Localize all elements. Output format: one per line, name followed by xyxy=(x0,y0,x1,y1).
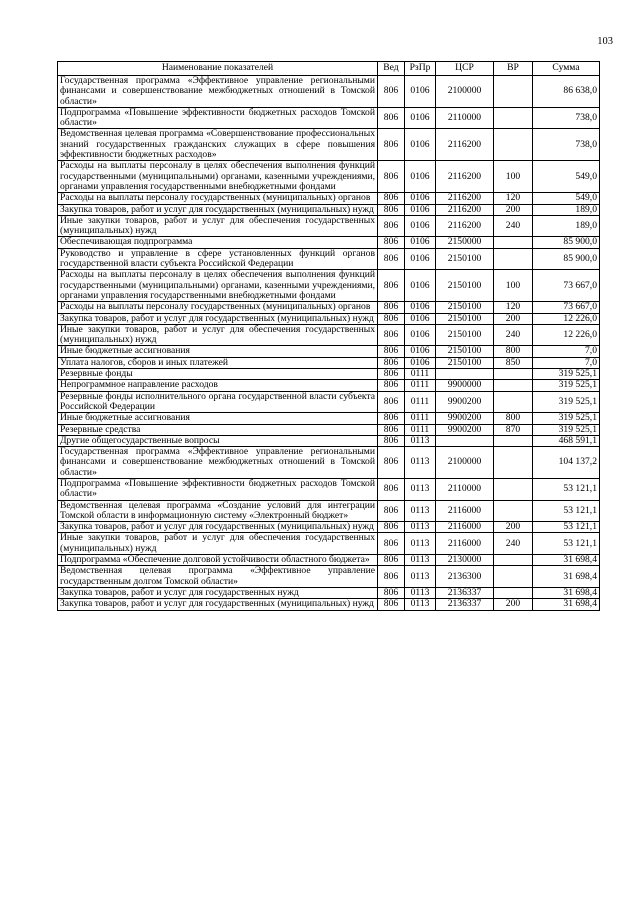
cell-vr: 100 xyxy=(494,270,533,302)
cell-name: Закупка товаров, работ и услуг для государственных (муниципальных) нужд xyxy=(58,204,378,215)
header-vr: ВР xyxy=(494,62,533,76)
cell-sum: 7,0 xyxy=(533,357,600,368)
cell-ved: 806 xyxy=(378,313,405,324)
cell-vr xyxy=(494,447,533,479)
cell-sum: 53 121,1 xyxy=(533,478,600,500)
cell-name: Резервные фонды xyxy=(58,369,378,380)
cell-csr: 2110000 xyxy=(436,478,494,500)
cell-csr: 2116000 xyxy=(436,522,494,533)
cell-name: Закупка товаров, работ и услуг для государственных (муниципальных) нужд xyxy=(58,522,378,533)
table-row xyxy=(58,413,600,424)
cell-name: Закупка товаров, работ и услуг для государственных (муниципальных) нужд xyxy=(58,599,378,610)
cell-ved: 806 xyxy=(378,248,405,270)
cell-name: Другие общегосударственные вопросы xyxy=(58,435,378,446)
cell-ved: 806 xyxy=(378,566,405,588)
cell-name: Иные бюджетные ассигнования xyxy=(58,346,378,357)
cell-rzpr: 0113 xyxy=(405,599,436,610)
cell-sum: 189,0 xyxy=(533,215,600,237)
cell-name: Подпрограмма «Обеспечение долговой устойчивости областного бюджета» xyxy=(58,555,378,566)
header-rzpr: РзПр xyxy=(405,62,436,76)
cell-vr xyxy=(494,129,533,161)
cell-ved: 806 xyxy=(378,215,405,237)
table-row xyxy=(58,161,600,193)
cell-rzpr: 0111 xyxy=(405,413,436,424)
cell-rzpr: 0106 xyxy=(405,357,436,368)
cell-csr: 9900200 xyxy=(436,424,494,435)
cell-vr: 240 xyxy=(494,215,533,237)
cell-vr: 240 xyxy=(494,324,533,346)
cell-ved: 806 xyxy=(378,324,405,346)
cell-ved: 806 xyxy=(378,447,405,479)
cell-rzpr: 0106 xyxy=(405,248,436,270)
cell-name: Ведомственная целевая программа «Эффективное управление государственным долгом Томской области» xyxy=(58,566,378,588)
cell-rzpr: 0106 xyxy=(405,346,436,357)
table-row xyxy=(58,555,600,566)
table-row xyxy=(58,522,600,533)
cell-csr: 2116200 xyxy=(436,129,494,161)
cell-ved: 806 xyxy=(378,587,405,598)
cell-sum: 73 667,0 xyxy=(533,302,600,313)
header-csr: ЦСР xyxy=(436,62,494,76)
cell-csr: 9900000 xyxy=(436,380,494,391)
cell-rzpr: 0113 xyxy=(405,587,436,598)
cell-vr: 800 xyxy=(494,413,533,424)
cell-name: Закупка товаров, работ и услуг для государственных нужд xyxy=(58,587,378,598)
cell-name: Руководство и управление в сфере установленных функций органов государственной власти субъекта Российской Федерации xyxy=(58,248,378,270)
cell-sum: 319 525,1 xyxy=(533,369,600,380)
cell-csr: 2136300 xyxy=(436,566,494,588)
cell-vr xyxy=(494,107,533,129)
cell-ved: 806 xyxy=(378,369,405,380)
cell-rzpr: 0113 xyxy=(405,555,436,566)
table-row xyxy=(58,129,600,161)
cell-csr: 2150100 xyxy=(436,270,494,302)
cell-name: Иные закупки товаров, работ и услуг для обеспечения государственных (муниципальных) нужд xyxy=(58,533,378,555)
cell-csr: 2100000 xyxy=(436,76,494,108)
cell-sum: 12 226,0 xyxy=(533,313,600,324)
cell-csr: 2116000 xyxy=(436,500,494,522)
cell-sum: 73 667,0 xyxy=(533,270,600,302)
table-row xyxy=(58,270,600,302)
cell-sum: 85 900,0 xyxy=(533,237,600,248)
cell-sum: 53 121,1 xyxy=(533,533,600,555)
cell-rzpr: 0106 xyxy=(405,107,436,129)
header-ved: Вед xyxy=(378,62,405,76)
cell-vr: 120 xyxy=(494,193,533,204)
cell-sum: 468 591,1 xyxy=(533,435,600,446)
cell-name: Расходы на выплаты персоналу государственных (муниципальных) органов xyxy=(58,193,378,204)
cell-rzpr: 0113 xyxy=(405,566,436,588)
cell-sum: 86 638,0 xyxy=(533,76,600,108)
table-row xyxy=(58,478,600,500)
table-row xyxy=(58,324,600,346)
table-body xyxy=(58,76,600,611)
cell-name: Закупка товаров, работ и услуг для государственных (муниципальных) нужд xyxy=(58,313,378,324)
cell-csr: 2116200 xyxy=(436,215,494,237)
cell-sum: 319 525,1 xyxy=(533,380,600,391)
cell-csr: 2100000 xyxy=(436,447,494,479)
cell-csr: 2150100 xyxy=(436,248,494,270)
cell-rzpr: 0111 xyxy=(405,380,436,391)
table-row xyxy=(58,435,600,446)
cell-ved: 806 xyxy=(378,478,405,500)
cell-sum: 85 900,0 xyxy=(533,248,600,270)
cell-csr: 2150100 xyxy=(436,324,494,346)
cell-name: Государственная программа «Эффективное управление региональными финансами и совершенствование межбюджетных отношений в Томской области» xyxy=(58,76,378,108)
cell-vr xyxy=(494,391,533,413)
cell-rzpr: 0106 xyxy=(405,270,436,302)
cell-ved: 806 xyxy=(378,107,405,129)
cell-csr: 9900200 xyxy=(436,391,494,413)
cell-ved: 806 xyxy=(378,391,405,413)
cell-csr: 2150100 xyxy=(436,302,494,313)
cell-vr xyxy=(494,248,533,270)
cell-name: Уплата налогов, сборов и иных платежей xyxy=(58,357,378,368)
cell-rzpr: 0113 xyxy=(405,447,436,479)
table-row xyxy=(58,193,600,204)
cell-rzpr: 0106 xyxy=(405,302,436,313)
cell-vr: 200 xyxy=(494,599,533,610)
table-row xyxy=(58,204,600,215)
cell-vr xyxy=(494,435,533,446)
cell-csr: 2150000 xyxy=(436,237,494,248)
cell-sum: 104 137,2 xyxy=(533,447,600,479)
table-row xyxy=(58,500,600,522)
cell-ved: 806 xyxy=(378,161,405,193)
cell-sum: 31 698,4 xyxy=(533,566,600,588)
table-row xyxy=(58,533,600,555)
budget-table xyxy=(57,61,600,611)
table-row xyxy=(58,107,600,129)
table-row xyxy=(58,599,600,610)
cell-ved: 806 xyxy=(378,270,405,302)
cell-csr: 2116200 xyxy=(436,161,494,193)
table-row xyxy=(58,447,600,479)
table-row xyxy=(58,587,600,598)
cell-ved: 806 xyxy=(378,380,405,391)
table-row xyxy=(58,346,600,357)
cell-rzpr: 0111 xyxy=(405,391,436,413)
table-row xyxy=(58,424,600,435)
cell-name: Иные бюджетные ассигнования xyxy=(58,413,378,424)
cell-csr: 2150100 xyxy=(436,346,494,357)
cell-vr xyxy=(494,500,533,522)
cell-ved: 806 xyxy=(378,522,405,533)
cell-vr: 200 xyxy=(494,522,533,533)
cell-name: Государственная программа «Эффективное управление региональными финансами и совершенствование межбюджетных отношений в Томской области» xyxy=(58,447,378,479)
cell-csr: 2116000 xyxy=(436,533,494,555)
cell-vr: 200 xyxy=(494,204,533,215)
cell-vr: 850 xyxy=(494,357,533,368)
table-row xyxy=(58,357,600,368)
table-row xyxy=(58,380,600,391)
cell-sum: 7,0 xyxy=(533,346,600,357)
cell-rzpr: 0106 xyxy=(405,193,436,204)
table-row xyxy=(58,313,600,324)
cell-rzpr: 0106 xyxy=(405,161,436,193)
cell-sum: 31 698,4 xyxy=(533,587,600,598)
table-row xyxy=(58,237,600,248)
cell-sum: 549,0 xyxy=(533,161,600,193)
cell-vr: 120 xyxy=(494,302,533,313)
cell-name: Подпрограмма «Повышение эффективности бюджетных расходов Томской области» xyxy=(58,478,378,500)
cell-ved: 806 xyxy=(378,533,405,555)
cell-ved: 806 xyxy=(378,76,405,108)
cell-rzpr: 0111 xyxy=(405,424,436,435)
cell-rzpr: 0106 xyxy=(405,215,436,237)
cell-name: Ведомственная целевая программа «Создание условий для интеграции Томской области в информационную систему «Электронный бюджет» xyxy=(58,500,378,522)
cell-rzpr: 0113 xyxy=(405,500,436,522)
cell-vr: 200 xyxy=(494,313,533,324)
cell-rzpr: 0106 xyxy=(405,129,436,161)
cell-sum: 319 525,1 xyxy=(533,391,600,413)
cell-rzpr: 0113 xyxy=(405,478,436,500)
cell-sum: 549,0 xyxy=(533,193,600,204)
cell-vr xyxy=(494,478,533,500)
table-row xyxy=(58,215,600,237)
table-row xyxy=(58,248,600,270)
cell-ved: 806 xyxy=(378,357,405,368)
cell-rzpr: 0113 xyxy=(405,533,436,555)
cell-name: Подпрограмма «Повышение эффективности бюджетных расходов Томской области» xyxy=(58,107,378,129)
cell-vr xyxy=(494,380,533,391)
cell-csr: 2116200 xyxy=(436,193,494,204)
cell-sum: 12 226,0 xyxy=(533,324,600,346)
cell-rzpr: 0106 xyxy=(405,313,436,324)
cell-csr: 9900200 xyxy=(436,413,494,424)
cell-sum: 189,0 xyxy=(533,204,600,215)
table-row xyxy=(58,302,600,313)
page-number: 103 xyxy=(597,36,613,47)
cell-name: Резервные средства xyxy=(58,424,378,435)
cell-ved: 806 xyxy=(378,413,405,424)
cell-name: Иные закупки товаров, работ и услуг для обеспечения государственных (муниципальных) нужд xyxy=(58,215,378,237)
table-row xyxy=(58,76,600,108)
cell-vr xyxy=(494,237,533,248)
cell-rzpr: 0113 xyxy=(405,435,436,446)
cell-name: Обеспечивающая подпрограмма xyxy=(58,237,378,248)
cell-csr: 2110000 xyxy=(436,107,494,129)
cell-csr: 2116200 xyxy=(436,204,494,215)
cell-ved: 806 xyxy=(378,193,405,204)
cell-sum: 53 121,1 xyxy=(533,522,600,533)
cell-csr xyxy=(436,369,494,380)
cell-ved: 806 xyxy=(378,435,405,446)
cell-vr: 800 xyxy=(494,346,533,357)
cell-vr xyxy=(494,555,533,566)
cell-sum: 31 698,4 xyxy=(533,555,600,566)
cell-csr: 2150100 xyxy=(436,357,494,368)
table-row xyxy=(58,391,600,413)
cell-sum: 319 525,1 xyxy=(533,424,600,435)
cell-vr xyxy=(494,566,533,588)
cell-vr xyxy=(494,587,533,598)
cell-sum: 31 698,4 xyxy=(533,599,600,610)
cell-csr: 2136337 xyxy=(436,587,494,598)
cell-ved: 806 xyxy=(378,424,405,435)
cell-sum: 738,0 xyxy=(533,129,600,161)
table-row xyxy=(58,369,600,380)
cell-csr: 2150100 xyxy=(436,313,494,324)
cell-vr xyxy=(494,369,533,380)
cell-ved: 806 xyxy=(378,237,405,248)
cell-vr xyxy=(494,76,533,108)
cell-name: Иные закупки товаров, работ и услуг для обеспечения государственных (муниципальных) нужд xyxy=(58,324,378,346)
cell-csr xyxy=(436,435,494,446)
cell-name: Расходы на выплаты персоналу в целях обеспечения выполнения функций государственными (муниципальными) органами, казенными учреждениями, органами управления государственными внебюджетными фондами xyxy=(58,270,378,302)
cell-sum: 738,0 xyxy=(533,107,600,129)
cell-name: Расходы на выплаты персоналу государственных (муниципальных) органов xyxy=(58,302,378,313)
header-sum: Сумма xyxy=(533,62,600,76)
cell-ved: 806 xyxy=(378,129,405,161)
cell-name: Резервные фонды исполнительного органа государственной власти субъекта Российской Федерации xyxy=(58,391,378,413)
cell-sum: 53 121,1 xyxy=(533,500,600,522)
cell-name: Ведомственная целевая программа «Совершенствование профессиональных знаний государственных гражданских служащих в сфере повышения эффективности бюджетных расходов» xyxy=(58,129,378,161)
cell-rzpr: 0106 xyxy=(405,324,436,346)
cell-sum: 319 525,1 xyxy=(533,413,600,424)
cell-ved: 806 xyxy=(378,204,405,215)
cell-ved: 806 xyxy=(378,346,405,357)
cell-ved: 806 xyxy=(378,599,405,610)
cell-vr: 100 xyxy=(494,161,533,193)
cell-vr: 240 xyxy=(494,533,533,555)
cell-csr: 2130000 xyxy=(436,555,494,566)
table-header xyxy=(58,62,600,76)
cell-rzpr: 0111 xyxy=(405,369,436,380)
cell-name: Непрограммное направление расходов xyxy=(58,380,378,391)
cell-ved: 806 xyxy=(378,500,405,522)
cell-csr: 2136337 xyxy=(436,599,494,610)
header-name: Наименование показателей xyxy=(58,62,378,76)
cell-rzpr: 0106 xyxy=(405,204,436,215)
table-row xyxy=(58,566,600,588)
cell-rzpr: 0106 xyxy=(405,237,436,248)
cell-rzpr: 0106 xyxy=(405,76,436,108)
cell-rzpr: 0113 xyxy=(405,522,436,533)
cell-name: Расходы на выплаты персоналу в целях обеспечения выполнения функций государственными (муниципальными) органами, казенными учреждениями, органами управления государственными внебюджетными фондами xyxy=(58,161,378,193)
cell-vr: 870 xyxy=(494,424,533,435)
cell-ved: 806 xyxy=(378,302,405,313)
cell-ved: 806 xyxy=(378,555,405,566)
